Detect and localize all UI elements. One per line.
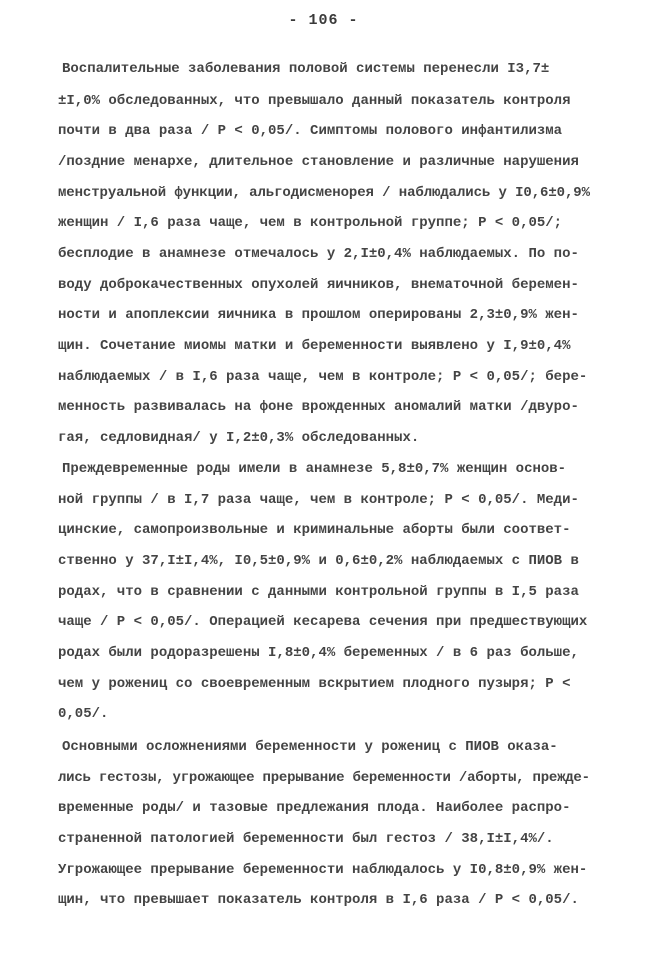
text-line: родах были родоразрешены I,8±0,4% беременных / в 6 раз больше, [58, 645, 579, 661]
text-line: 0,05/. [58, 706, 109, 722]
text-line: женщин / I,6 раза чаще, чем в контрольной группе; P < 0,05/; [58, 215, 563, 231]
text-line: воду доброкачественных опухолей яичников, внематочной беремен- [58, 277, 579, 293]
text-line: ности и апоплексии яичника в прошлом оперированы 2,3±0,9% жен- [58, 307, 579, 323]
text-line: Воспалительные заболевания половой системы перенесли I3,7± [62, 61, 550, 77]
text-line: ственно у 37,I±I,4%, I0,5±0,9% и 0,6±0,2% наблюдаемых с ПИОВ в [58, 553, 579, 569]
page-number: - 106 - [288, 12, 359, 29]
text-line: ±I,0% обследованных, что превышало данный показатель контроля [58, 93, 571, 109]
text-line: щин. Сочетание миомы матки и беременности выявлено у I,9±0,4% [58, 338, 571, 354]
text-line: щин, что превышает показатель контроля в I,6 раза / P < 0,05/. [58, 892, 579, 908]
text-line: менность развивалась на фоне врожденных аномалий матки /двуро- [58, 399, 579, 415]
text-line: чаще / P < 0,05/. Операцией кесарева сечения при предшествующих [58, 614, 588, 630]
text-line: гая, седловидная/ у I,2±0,3% обследованных. [58, 430, 420, 446]
text-line: лись гестозы, угрожающее прерывание беременности /аборты, прежде- [58, 770, 590, 786]
text-line: чем у рожениц со своевременным вскрытием плодного пузыря; P < [58, 676, 571, 692]
text-line: бесплодие в анамнезе отмечалось у 2,I±0,4% наблюдаемых. По по- [58, 246, 579, 262]
text-line: родах, что в сравнении с данными контрольной группы в I,5 раза [58, 584, 579, 600]
text-line: Угрожающее прерывание беременности наблюдалось у I0,8±0,9% жен- [58, 862, 588, 878]
text-line: страненной патологией беременности был гестоз / 38,I±I,4%/. [58, 831, 554, 847]
text-line: Преждевременные роды имели в анамнезе 5,8±0,7% женщин основ- [62, 461, 567, 477]
text-line: ной группы / в I,7 раза чаще, чем в контроле; P < 0,05/. Меди- [58, 492, 579, 508]
text-line: наблюдаемых / в I,6 раза чаще, чем в контроле; P < 0,05/; бере- [58, 369, 588, 385]
text-line: /поздние менархе, длительное становление и различные нарушения [58, 154, 579, 170]
text-line: менструальной функции, альгодисменорея / наблюдались у I0,6±0,9% [58, 185, 590, 201]
text-line: временные роды/ и тазовые предлежания плода. Наиболее распро- [58, 800, 571, 816]
text-line: Основными осложнениями беременности у рожениц с ПИОВ оказа- [62, 739, 558, 755]
text-line: цинские, самопроизвольные и криминальные аборты были соответ- [58, 522, 571, 538]
text-line: почти в два раза / P < 0,05/. Симптомы полового инфантилизма [58, 123, 563, 139]
